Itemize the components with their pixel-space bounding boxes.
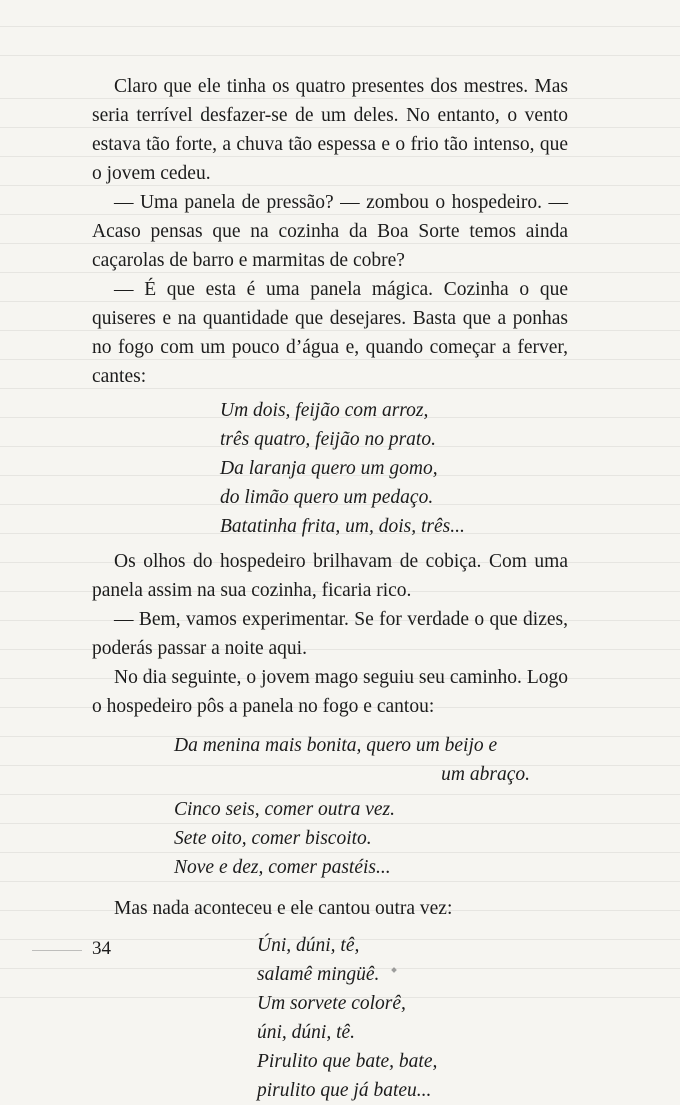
verse-line: Da laranja quero um gomo, xyxy=(220,458,438,479)
verse-line: Nove e dez, comer pastéis... xyxy=(174,857,391,878)
paragraph: Mas nada aconteceu e ele cantou outra vez: xyxy=(114,898,453,919)
verse-line: Um sorvete colorê, xyxy=(257,993,406,1014)
paragraph: Claro que ele tinha os quatro presentes dos mestres. Mas seria terrível desfazer-se de um deles. No entanto, o vento estava tão forte, a chuva tão espessa e o frio tão intenso, que o jovem cedeu. xyxy=(92,76,568,184)
page-body xyxy=(92,72,568,1105)
verse-line: Úni, dúni, tê, xyxy=(257,935,360,956)
page-number: 34 xyxy=(92,938,111,959)
verse-line: Sete oito, comer biscoito. xyxy=(174,828,372,849)
verse-line: do limão quero um pedaço. xyxy=(220,487,434,508)
verse-line: Da menina mais bonita, quero um beijo e xyxy=(174,735,498,756)
verse-line: Um dois, feijão com arroz, xyxy=(220,400,429,421)
verse-line: Pirulito que bate, bate, xyxy=(257,1051,438,1072)
verse-line: três quatro, feijão no prato. xyxy=(220,429,436,450)
paragraph: No dia seguinte, o jovem mago seguiu seu caminho. Logo o hospedeiro pôs a panela no fogo e cantou: xyxy=(92,667,568,717)
verse-line: Batatinha frita, um, dois, três... xyxy=(220,516,465,537)
verse-line: salamê mingüê. xyxy=(257,964,380,985)
paragraph: — Uma panela de pressão? — zombou o hospedeiro. — Acaso pensas que na cozinha da Boa Sorte temos ainda caçarolas de barro e marmitas de cobre? xyxy=(92,192,568,271)
verse-line: um abraço. xyxy=(441,764,530,785)
margin-mark xyxy=(32,950,82,951)
verse-stanza xyxy=(174,731,568,882)
verse-line: úni, dúni, tê. xyxy=(257,1022,356,1043)
verse-stanza xyxy=(257,931,568,1105)
verse-line: pirulito que já bateu... xyxy=(257,1080,432,1101)
paragraph: — É que esta é uma panela mágica. Cozinha o que quiseres e na quantidade que desejares. Basta que a ponhas no fogo com um pouco d’água e, quando começar a ferver, cantes: xyxy=(92,279,568,387)
paragraph: — Bem, vamos experimentar. Se for verdade o que dizes, poderás passar a noite aqui. xyxy=(92,609,568,659)
verse-stanza xyxy=(220,396,568,541)
verse-line: Cinco seis, comer outra vez. xyxy=(174,799,395,820)
paragraph: Os olhos do hospedeiro brilhavam de cobiça. Com uma panela assim na sua cozinha, ficaria rico. xyxy=(92,551,568,601)
